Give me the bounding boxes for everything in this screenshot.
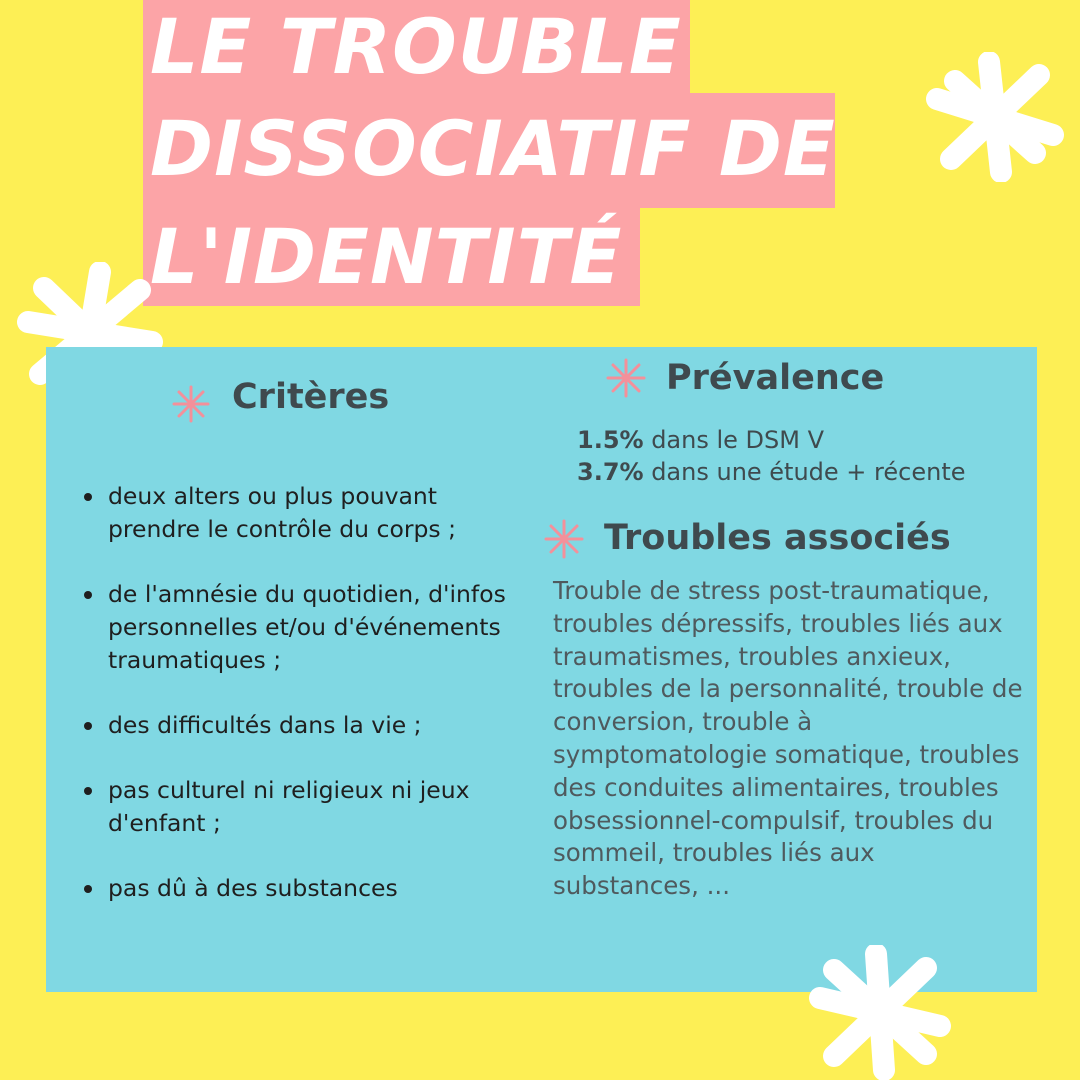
list-item: pas culturel ni religieux ni jeux d'enfant ; bbox=[82, 774, 532, 840]
list-item: pas dû à des substances bbox=[82, 872, 532, 905]
prevalence-line-study bbox=[577, 458, 966, 486]
prevalence-label: dans le DSM V bbox=[643, 426, 825, 454]
asterisk-flower-icon bbox=[805, 945, 955, 1080]
asterisk-flower-icon bbox=[925, 52, 1065, 182]
prevalence-value: 3.7% bbox=[577, 458, 644, 486]
prevalence-label: dans une étude + récente bbox=[643, 458, 966, 486]
criteria-heading: Critères bbox=[232, 377, 390, 417]
prevalence-heading: Prévalence bbox=[666, 358, 885, 398]
asterisk-bullet-icon bbox=[542, 517, 586, 561]
page-title-line-1: LE TROUBLE bbox=[150, 2, 682, 91]
criteria-list bbox=[82, 480, 532, 937]
list-item: deux alters ou plus pouvant prendre le contrôle du corps ; bbox=[82, 480, 532, 546]
asterisk-bullet-icon bbox=[604, 356, 648, 400]
list-item: des difficultés dans la vie ; bbox=[82, 709, 532, 742]
asterisk-bullet-icon bbox=[170, 383, 212, 425]
associated-disorders-text: Trouble de stress post-traumatique, troubles dépressifs, troubles liés aux traumatismes, troubles anxieux, troubles de la personnalité, trouble de conversion, trouble à symptomatologie somatique, troubles des conduites alimentaires, troubles obsessionnel-compulsif, troubles du sommeil, troubles liés aux substances, ... bbox=[553, 576, 1023, 901]
page-title-line-3: L'IDENTITÉ bbox=[150, 212, 623, 301]
prevalence-value: 1.5% bbox=[577, 426, 644, 454]
prevalence-line-dsm bbox=[577, 426, 824, 454]
associated-heading: Troubles associés bbox=[604, 518, 951, 558]
list-item: de l'amnésie du quotidien, d'infos personnelles et/ou d'événements traumatiques ; bbox=[82, 578, 532, 677]
page-title-line-2: DISSOCIATIF DE bbox=[150, 104, 836, 193]
